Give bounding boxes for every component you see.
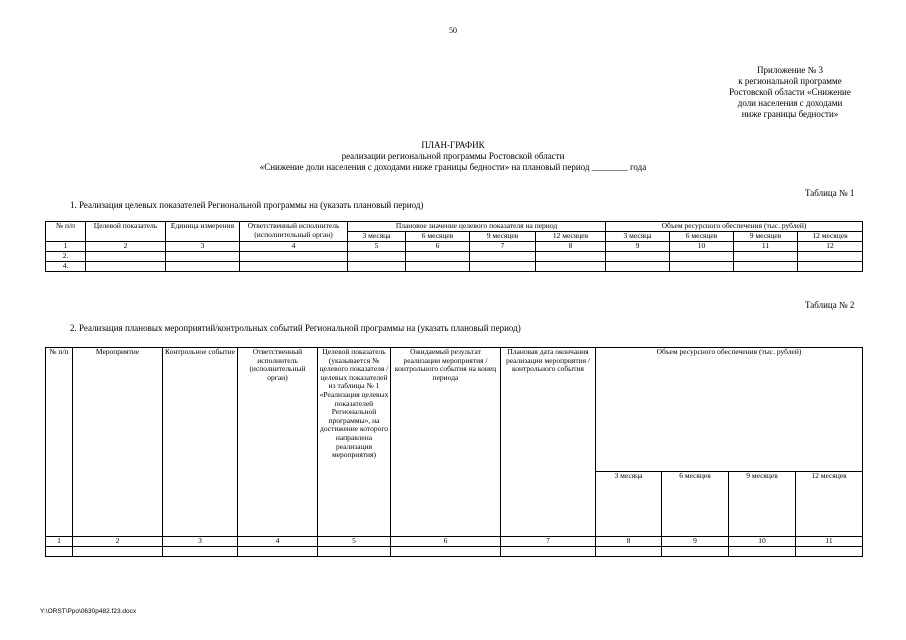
plan-subtitle: «Снижение доли населения с доходами ниже границы бедности» на плановый период ________ года (259, 162, 647, 172)
header-expected-result: Ожидаемый результат реализации мероприятия / контрольного события на конец периода (391, 348, 501, 537)
header-resource-group: Объем ресурсного обеспечения (тыс. рублей) (606, 222, 863, 232)
column-number: 12 (798, 242, 863, 252)
column-number: 6 (406, 242, 470, 252)
header-planned-group: Плановое значение целевого показателя на период (348, 222, 606, 232)
appendix-line: Ростовской области «Снижение (729, 87, 851, 97)
header-period: 9 месяцев (470, 232, 536, 242)
table-row (46, 547, 863, 557)
column-number: 8 (536, 242, 606, 252)
column-number: 5 (348, 242, 406, 252)
column-number: 1 (46, 242, 86, 252)
table2-label: Таблица № 2 (805, 300, 855, 310)
table2 (45, 347, 863, 557)
column-number: 11 (796, 537, 863, 547)
header-period: 3 месяца (596, 471, 662, 536)
header-period: 6 месяцев (662, 471, 729, 536)
column-number: 3 (163, 537, 238, 547)
column-number: 1 (46, 537, 73, 547)
appendix-line: ниже границы бедности» (741, 109, 839, 119)
column-number: 2 (73, 537, 163, 547)
appendix-line: Приложение № 3 (757, 65, 823, 75)
table-row (46, 537, 863, 547)
column-number: 4 (238, 537, 318, 547)
appendix-header (690, 65, 890, 120)
header-planned-date: Плановая дата окончания реализации мероприятия / контрольного события (501, 348, 596, 537)
page-number: 50 (449, 26, 457, 35)
appendix-line: к региональной программе (738, 76, 842, 86)
header-period: 6 месяцев (406, 232, 470, 242)
column-number: 9 (662, 537, 729, 547)
header-num: № п/п (46, 348, 73, 537)
table-row (46, 252, 863, 262)
column-number: 10 (670, 242, 734, 252)
column-number: 3 (166, 242, 240, 252)
plan-title-block (0, 140, 906, 173)
column-number: 10 (729, 537, 796, 547)
table1-section-title: 1. Реализация целевых показателей Региональной программы на (указать плановый период) (70, 200, 424, 210)
column-number: 2 (86, 242, 166, 252)
column-number: 6 (391, 537, 501, 547)
column-number: 5 (318, 537, 391, 547)
column-number: 7 (501, 537, 596, 547)
plan-title: ПЛАН-ГРАФИК (421, 140, 485, 150)
header-responsible: Ответственный исполнитель (исполнительный орган) (238, 348, 318, 537)
table-row (46, 262, 863, 272)
column-number: 4 (240, 242, 348, 252)
header-period: 9 месяцев (734, 232, 798, 242)
table1-label: Таблица № 1 (805, 188, 855, 198)
header-indicator: Целевой показатель (86, 222, 166, 242)
header-period: 6 месяцев (670, 232, 734, 242)
header-responsible: Ответственный исполнитель (исполнительный орган) (240, 222, 348, 242)
table2-section-title: 2. Реализация плановых мероприятий/контрольных событий Региональной программы на (указать плановый период) (70, 323, 521, 333)
header-period: 12 месяцев (796, 471, 863, 536)
appendix-line: доли населения с доходами (737, 98, 843, 108)
row-label: 4. (46, 262, 86, 272)
header-indicator: Целевой показатель (указывается № целевого показателя / целевых показателей из таблицы № 1 «Реализация целевых показателей Региональной программы», на достижение которого направлена реализация мероприятия) (318, 348, 391, 537)
column-number: 11 (734, 242, 798, 252)
file-path-footer: Y:\ORST\Ppo\0630p482.f23.docx (40, 608, 137, 615)
header-unit: Единица измерения (166, 222, 240, 242)
header-period: 3 месяца (348, 232, 406, 242)
header-period: 3 месяца (606, 232, 670, 242)
header-event: Мероприятие (73, 348, 163, 537)
header-resource-group: Объем ресурсного обеспечения (тыс. рублей) (596, 348, 863, 472)
plan-subtitle: реализации региональной программы Ростовской области (341, 151, 565, 161)
row-label: 2. (46, 252, 86, 262)
header-num: № п/п (46, 222, 86, 242)
header-period: 9 месяцев (729, 471, 796, 536)
table1 (45, 221, 863, 272)
column-number: 7 (470, 242, 536, 252)
table-row (46, 242, 863, 252)
column-number: 9 (606, 242, 670, 252)
column-number: 8 (596, 537, 662, 547)
header-period: 12 месяцев (536, 232, 606, 242)
header-control-event: Контрольное событие (163, 348, 238, 537)
header-period: 12 месяцев (798, 232, 863, 242)
